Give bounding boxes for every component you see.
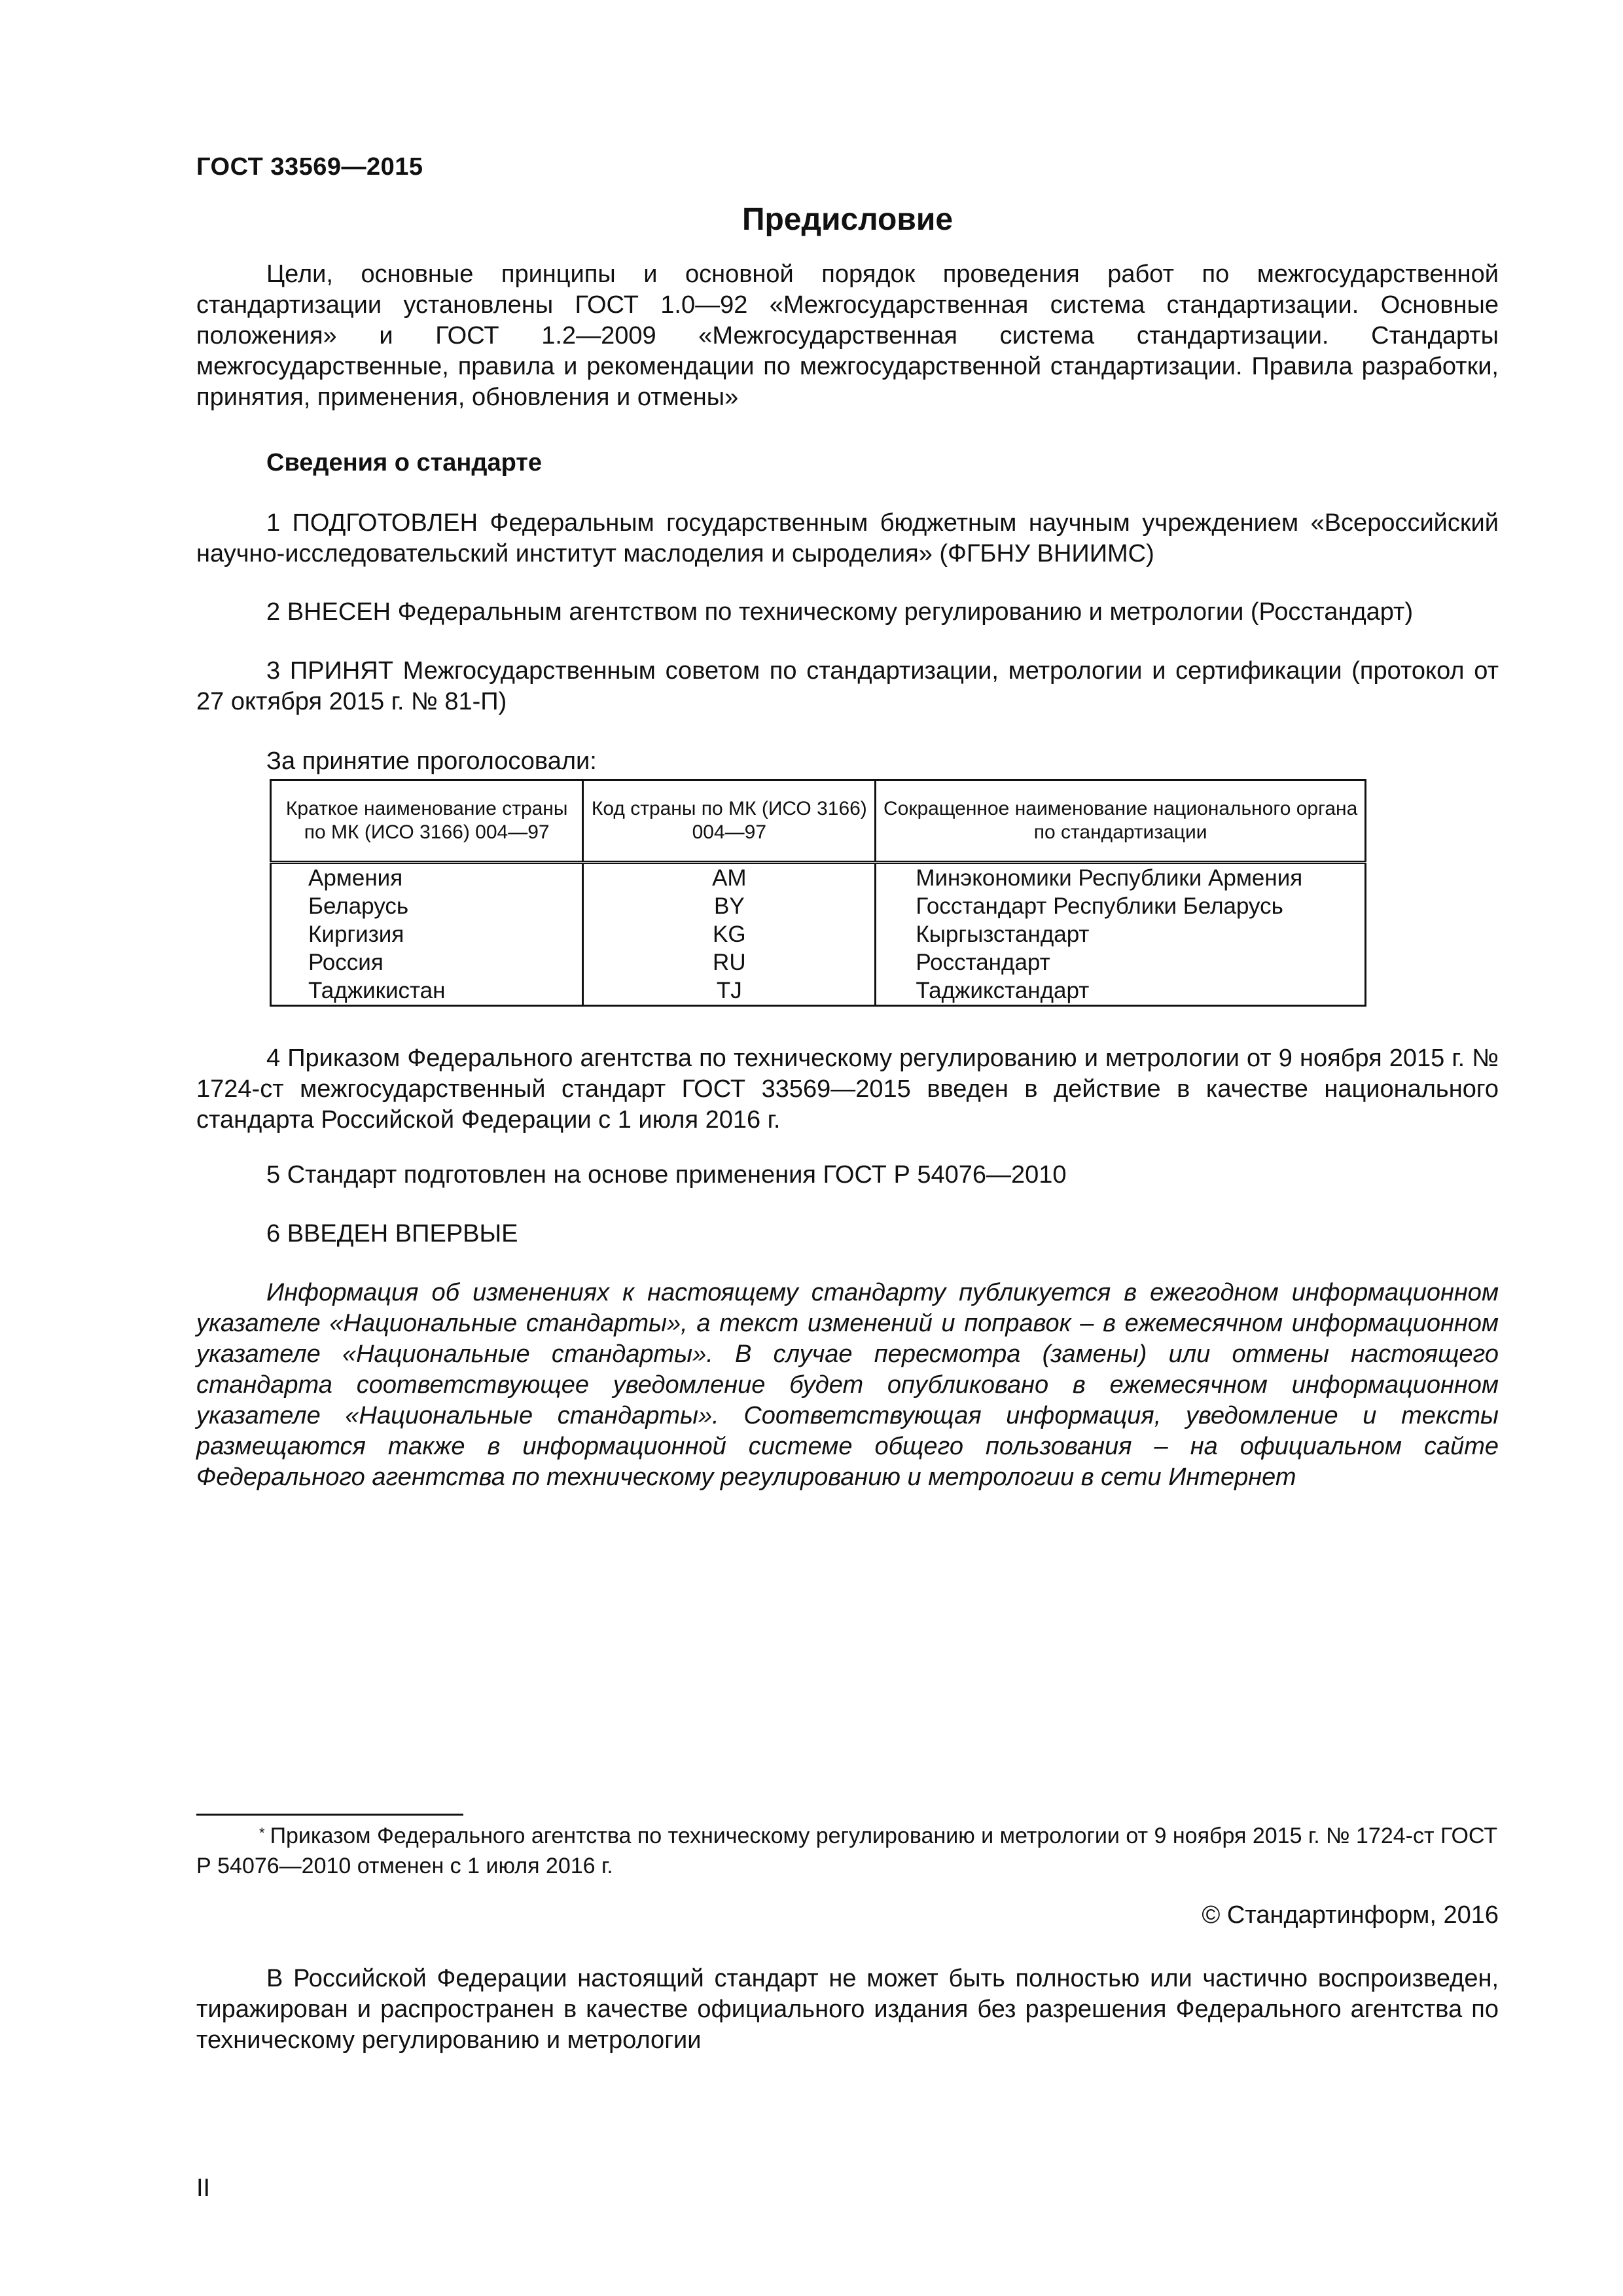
national-body-cell: Таджикстандарт <box>876 977 1366 1006</box>
table-row <box>271 920 1366 948</box>
vote-table-header-row <box>271 780 1366 863</box>
header-national-body: Сокращенное наименование национального органа по стандартизации <box>876 780 1366 863</box>
country-name-cell: Таджикистан <box>271 977 583 1006</box>
table-row <box>271 892 1366 920</box>
item-3-paragraph: 3 ПРИНЯТ Межгосударственным советом по стандартизации, метрологии и сертификации (протокол от 27 октября 2015 г. № 81-П) <box>196 657 1499 715</box>
footnote-text: Приказом Федерального агентства по техническому регулированию и метрологии от 9 ноября 2015 г. № 1724-ст ГОСТ Р 54076—2010 отменен с 1 июля 2016 г. <box>196 1823 1498 1878</box>
country-name-cell: Беларусь <box>271 892 583 920</box>
national-body-cell: Кыргызстандарт <box>876 920 1366 948</box>
country-name-cell: Россия <box>271 948 583 977</box>
header-country-name: Краткое наименование страны по МК (ИСО 3166) 004—97 <box>271 780 583 863</box>
page-number: II <box>196 2174 211 2202</box>
item-6-paragraph: 6 ВВЕДЕН ВПЕРВЫЕ <box>266 1220 518 1247</box>
header-country-code: Код страны по МК (ИСО 3166) 004—97 <box>583 780 876 863</box>
national-body-cell: Росстандарт <box>876 948 1366 977</box>
table-row <box>271 863 1366 893</box>
reproduction-notice: В Российской Федерации настоящий стандарт не может быть полностью или частично воспроизведен, тиражирован и распространен в качестве официального издания без разрешения Федерального агентства по техническому регулированию и метрологии <box>196 1965 1499 2054</box>
item-4-paragraph: 4 Приказом Федерального агентства по техническому регулированию и метрологии от 9 ноября 2015 г. № 1724-ст межгосударственный стандарт ГОСТ 33569—2015 введен в действие в качестве национального стандарта Российской Федерации с 1 июля 2016 г. <box>196 1045 1499 1134</box>
table-row <box>271 948 1366 977</box>
document-header-id: ГОСТ 33569—2015 <box>196 153 423 181</box>
country-name-cell: Армения <box>271 863 583 893</box>
vote-table-label: За принятие проголосовали: <box>266 747 597 775</box>
footnote <box>196 1821 1499 1881</box>
table-row <box>271 977 1366 1006</box>
national-body-cell: Госстандарт Республики Беларусь <box>876 892 1366 920</box>
country-code-cell: AM <box>583 863 876 893</box>
item-5-paragraph: 5 Стандарт подготовлен на основе применения ГОСТ Р 54076—2010 <box>266 1161 1067 1189</box>
changes-info-note: Информация об изменениях к настоящему стандарту публикуется в ежегодном информационном указателе «Национальные стандарты», а текст изменений и поправок – в ежемесячном информационном указателе «Национальные стандарты». В случае пересмотра (замены) или отмены настоящего стандарта соответствующее уведомление будет опубликовано в ежемесячном информационном указателе «Национальные стандарты». Соответствующая информация, уведомление и тексты размещаются также в информационной системе общего пользования – на официальном сайте Федерального агентства по техническому регулированию и метрологии в сети Интернет <box>196 1279 1499 1491</box>
country-name-cell: Киргизия <box>271 920 583 948</box>
footnote-marker: * <box>259 1825 265 1841</box>
vote-table <box>270 779 1366 1007</box>
country-code-cell: TJ <box>583 977 876 1006</box>
item-1-paragraph: 1 ПОДГОТОВЛЕН Федеральным государственным бюджетным научным учреждением «Всероссийский научно-исследовательский институт маслоделия и сыроделия» (ФГБНУ ВНИИМС) <box>196 509 1499 567</box>
country-code-cell: BY <box>583 892 876 920</box>
footnote-divider <box>196 1814 463 1816</box>
country-code-cell: RU <box>583 948 876 977</box>
page-title: Предисловие <box>741 202 954 237</box>
item-2-paragraph: 2 ВНЕСЕН Федеральным агентством по техническому регулированию и метрологии (Росстандарт) <box>266 598 1414 626</box>
intro-paragraph: Цели, основные принципы и основной порядок проведения работ по межгосударственной стандартизации установлены ГОСТ 1.0—92 «Межгосударственная система стандартизации. Основные положения» и ГОСТ 1.2—2009 «Межгосударственная система стандартизации. Стандарты межгосударственные, правила и рекомендации по межгосударственной стандартизации. Правила разработки, принятия, применения, обновления и отмены» <box>196 260 1499 411</box>
section-heading: Сведения о стандарте <box>266 449 543 476</box>
national-body-cell: Минэкономики Республики Армения <box>876 863 1366 893</box>
copyright-notice: © Стандартинформ, 2016 <box>1202 1901 1499 1929</box>
country-code-cell: KG <box>583 920 876 948</box>
